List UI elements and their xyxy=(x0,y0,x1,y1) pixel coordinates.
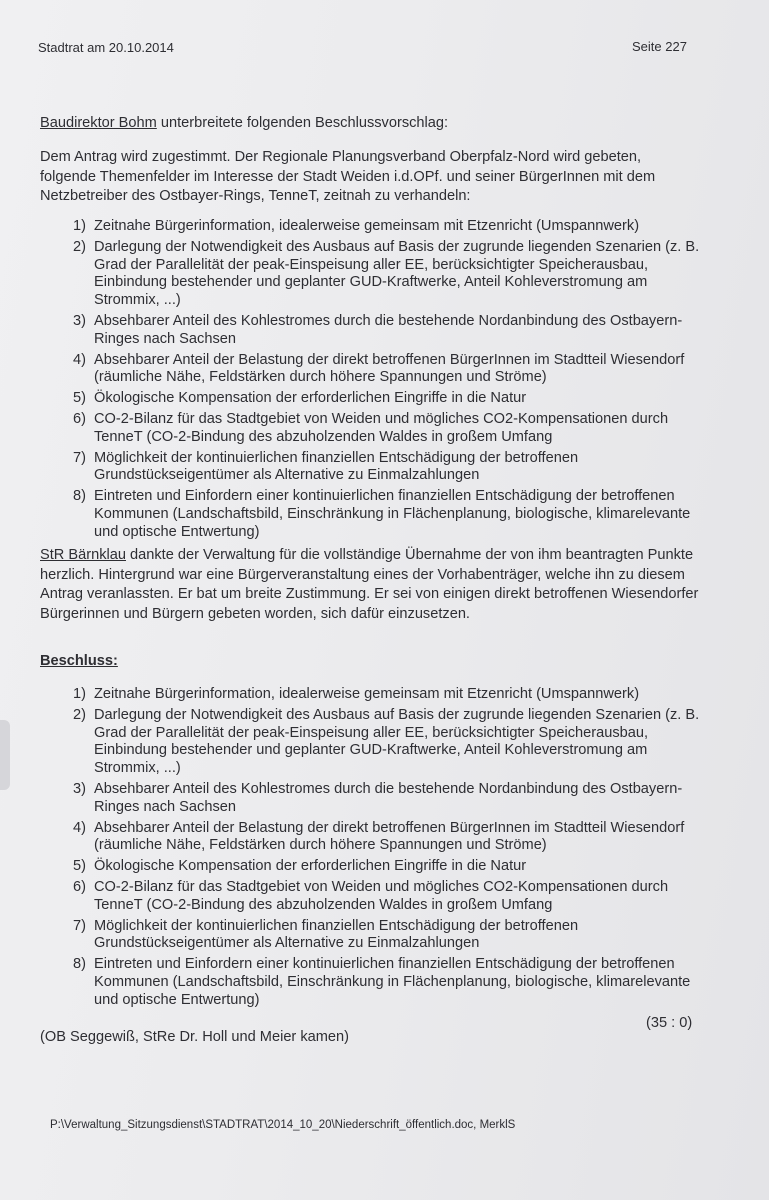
vote-result: (35 : 0) xyxy=(646,1015,693,1031)
list-item-text: Absehbarer Anteil der Belastung der direkt betroffenen BürgerInnen im Stadtteil Wiesendorf (räumliche Nähe, Feldstärken durch höhere Spannungen und Ströme) xyxy=(94,351,685,386)
list-item-number: 7) xyxy=(73,449,86,466)
list-item-text: Eintreten und Einfordern einer kontinuierlichen finanziellen Entschädigung der betroffenen Kommunen (Landschaftsbild, Einschränkung in Flächenplanung, biologische, klimarelevante und optische Entwertung) xyxy=(94,956,691,1008)
list-item xyxy=(64,820,704,856)
list-item xyxy=(64,858,704,876)
list-item xyxy=(64,450,704,486)
paragraph-discussion xyxy=(40,546,700,624)
list-item-text: Absehbarer Anteil des Kohlestromes durch die bestehende Nordanbindung des Ostbayern-Ringes nach Sachsen xyxy=(94,780,683,815)
list-item-number: 6) xyxy=(73,410,86,427)
discussion-text: dankte der Verwaltung für die vollständige Übernahme der von ihm beantragten Punkte herzlich. Hintergrund war eine Bürgerveranstaltung eines der Vorhabenträger, welche ihn zu diesem Antrag veranlassten. Er bat um breite Zustimmung. Er sei von einigen direkt betroffenen Wiesendorfer Bürgerinnen und Bürgern gebeten worden, sich dafür einzusetzen. xyxy=(40,547,699,622)
list-item-text: Absehbarer Anteil des Kohlestromes durch die bestehende Nordanbindung des Ostbayern-Ringes nach Sachsen xyxy=(94,312,683,347)
beschluss-heading: Beschluss: xyxy=(40,653,118,669)
list-item xyxy=(64,956,704,1009)
header-page-number: Seite 227 xyxy=(632,39,687,54)
beschluss-list xyxy=(64,686,704,1013)
list-item-text: Darlegung der Notwendigkeit des Ausbaus auf Basis der zugrunde liegenden Szenarien (z. B. Grad der Parallelität der peak-Einspeisung aller EE, berücksichtigter Speicherausbau, Einbindung bestehender und geplanter GUD-Kraftwerke, Anteil Kohleverstromung am Strommix, ...) xyxy=(94,706,700,777)
list-item xyxy=(64,488,704,541)
list-item-number: 6) xyxy=(73,878,86,895)
list-item xyxy=(64,686,704,704)
list-item-number: 7) xyxy=(73,917,86,934)
intro-line xyxy=(40,114,700,134)
list-item-text: Ökologische Kompensation der erforderlichen Eingriffe in die Natur xyxy=(94,390,527,407)
page-edge-mark xyxy=(0,720,10,790)
intro-speaker: Baudirektor Bohm xyxy=(40,115,157,131)
proposal-list xyxy=(64,218,704,545)
header-date: Stadtrat am 20.10.2014 xyxy=(38,40,174,55)
list-item-text: Möglichkeit der kontinuierlichen finanziellen Entschädigung der betroffenen Grundstückseigentümer als Alternative zu Einmalzahlungen xyxy=(94,449,579,484)
list-item-text: CO-2-Bilanz für das Stadtgebiet von Weiden und mögliches CO2-Kompensationen durch TenneT (CO-2-Bindung des abzuholzenden Waldes in großem Umfang xyxy=(94,878,669,913)
list-item-number: 4) xyxy=(73,819,86,836)
list-item-text: Ökologische Kompensation der erforderlichen Eingriffe in die Natur xyxy=(94,858,527,875)
list-item xyxy=(64,918,704,954)
intro-text: unterbreitete folgenden Beschlussvorschlag: xyxy=(156,115,449,131)
list-item xyxy=(64,390,704,408)
discussion-speaker: StR Bärnklau xyxy=(40,547,126,563)
list-item-number: 2) xyxy=(73,706,86,723)
attendance-note: (OB Seggewiß, StRe Dr. Holl und Meier kamen) xyxy=(40,1029,350,1045)
list-item xyxy=(64,707,704,778)
paragraph-proposal: Dem Antrag wird zugestimmt. Der Regionale Planungsverband Oberpfalz-Nord wird gebeten, folgende Themenfelder im Interesse der Stadt Weiden i.d.OPf. und seiner BürgerInnen mit dem Netzbetreiber des Ostbayer-Rings, TenneT, zeitnah zu verhandeln: xyxy=(40,149,656,204)
list-item-text: Zeitnahe Bürgerinformation, idealerweise gemeinsam mit Etzenricht (Umspannwerk) xyxy=(94,686,640,702)
list-item-number: 5) xyxy=(73,390,86,407)
list-item xyxy=(64,781,704,817)
list-item-number: 4) xyxy=(73,351,86,368)
list-item-number: 8) xyxy=(73,956,86,973)
list-item-text: Absehbarer Anteil der Belastung der direkt betroffenen BürgerInnen im Stadtteil Wiesendorf (räumliche Nähe, Feldstärken durch höhere Spannungen und Ströme) xyxy=(94,819,685,854)
list-item-text: CO-2-Bilanz für das Stadtgebiet von Weiden und mögliches CO2-Kompensationen durch TenneT (CO-2-Bindung des abzuholzenden Waldes in großem Umfang xyxy=(94,410,669,445)
list-item xyxy=(64,411,704,447)
list-item-number: 1) xyxy=(73,686,86,702)
list-item xyxy=(64,218,704,236)
list-item-number: 3) xyxy=(73,312,86,329)
list-item-text: Zeitnahe Bürgerinformation, idealerweise gemeinsam mit Etzenricht (Umspannwerk) xyxy=(94,218,640,234)
list-item-text: Möglichkeit der kontinuierlichen finanziellen Entschädigung der betroffenen Grundstückseigentümer als Alternative zu Einmalzahlungen xyxy=(94,917,579,952)
list-item-number: 3) xyxy=(73,780,86,797)
list-item-number: 8) xyxy=(73,488,86,505)
list-item-text: Eintreten und Einfordern einer kontinuierlichen finanziellen Entschädigung der betroffenen Kommunen (Landschaftsbild, Einschränkung in Flächenplanung, biologische, klimarelevante und optische Entwertung) xyxy=(94,488,691,540)
list-item xyxy=(64,879,704,915)
list-item-number: 1) xyxy=(73,218,86,234)
list-item xyxy=(64,313,704,349)
list-item-number: 5) xyxy=(73,858,86,875)
list-item-text: Darlegung der Notwendigkeit des Ausbaus auf Basis der zugrunde liegenden Szenarien (z. B. Grad der Parallelität der peak-Einspeisung aller EE, berücksichtigter Speicherausbau, Einbindung bestehender und geplanter GUD-Kraftwerke, Anteil Kohleverstromung am Strommix, ...) xyxy=(94,238,700,309)
list-item-number: 2) xyxy=(73,238,86,255)
footer-file-path: P:\Verwaltung_Sitzungsdienst\STADTRAT\2014_10_20\Niederschrift_öffentlich.doc, MerklS xyxy=(50,1119,516,1131)
list-item xyxy=(64,239,704,310)
list-item xyxy=(64,352,704,388)
